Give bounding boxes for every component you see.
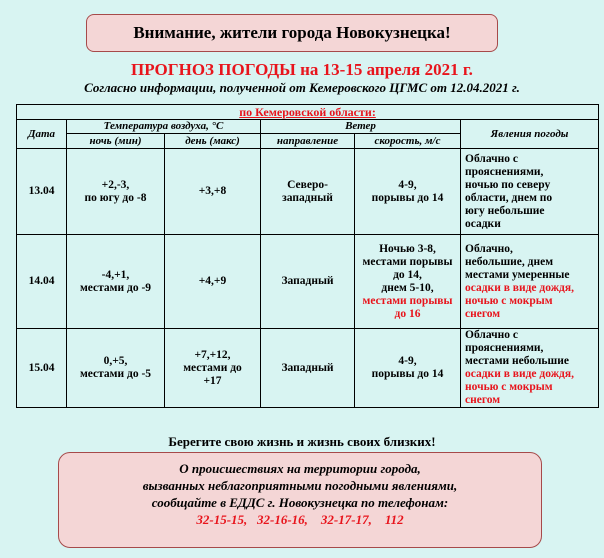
table-row xyxy=(17,149,599,235)
cell-phenomena-line: местами умеренные xyxy=(465,268,570,281)
forecast-subtitle: Согласно информации, полученной от Кемеровского ЦГМС от 12.04.2021 г. xyxy=(84,80,520,95)
cell-phenomena-line: осадки в виде дождя, xyxy=(465,281,574,294)
header-night: ночь (мин) xyxy=(67,134,165,149)
cell-phenomena-line: ночью с мокрым xyxy=(465,294,553,307)
cell-phenomena-line: снегом xyxy=(465,307,501,320)
cell-speed-line: местами порывы xyxy=(362,255,453,268)
cell-night xyxy=(67,149,165,235)
cell-direction-line: Северо- xyxy=(287,178,328,191)
cell-speed xyxy=(355,149,461,235)
cell-date: 15.04 xyxy=(17,329,67,408)
forecast-title: ПРОГНОЗ ПОГОДЫ на 13-15 апреля 2021 г. xyxy=(131,60,473,79)
cell-phenomena-line: осадки xyxy=(465,217,501,230)
header-day: день (макс) xyxy=(165,134,261,149)
cell-night-line: 0,+5, xyxy=(103,355,128,367)
cell-direction-line: западный xyxy=(282,191,333,204)
cell-speed-line: порывы до 14 xyxy=(371,368,444,380)
contact-line-1: О происшествиях на территории города, xyxy=(179,461,421,476)
cell-speed-line: 4-9, xyxy=(398,178,417,191)
warning-text: Берегите свою жизнь и жизнь своих близких! xyxy=(168,434,436,449)
header-direction: направление xyxy=(261,134,355,149)
cell-phenomena-line: ночью с мокрым xyxy=(465,381,553,393)
cell-phenomena-line: местами небольшие xyxy=(465,355,569,367)
cell-night-line: местами до -9 xyxy=(79,281,152,294)
cell-direction-line: Западный xyxy=(281,361,334,374)
cell-phenomena-line: небольшие, днем xyxy=(465,255,554,268)
cell-speed-line: 4-9, xyxy=(398,355,417,367)
contact-line-2: вызванных неблагоприятными погодными явлениями, xyxy=(142,478,458,493)
table-row xyxy=(17,329,599,408)
cell-day-line: +4,+9 xyxy=(198,275,227,287)
cell-night xyxy=(67,329,165,408)
cell-night-line: +2,-3, xyxy=(101,178,130,191)
cell-speed-line: до 16 xyxy=(394,307,421,320)
cell-day xyxy=(165,149,261,235)
header-date: Дата xyxy=(17,120,67,149)
cell-day-line: +17 xyxy=(203,374,222,387)
cell-phenomena-line: Облачно с xyxy=(465,329,518,341)
cell-phenomena-line: осадки в виде дождя, xyxy=(465,368,574,380)
cell-phenomena-line: прояснениями, xyxy=(465,342,544,354)
header-temperature: Температура воздуха, °С xyxy=(67,120,261,134)
cell-speed-line: днем 5-10, xyxy=(381,281,434,294)
cell-phenomena-line: ночью по северу xyxy=(465,178,551,191)
phone-numbers: 32-15-15, 32-16-16, 32-17-17, 112 xyxy=(196,512,404,527)
cell-phenomena xyxy=(461,149,599,235)
cell-speed xyxy=(355,329,461,408)
cell-night-line: -4,+1, xyxy=(101,268,130,281)
cell-phenomena-line: югу небольшие xyxy=(465,204,545,217)
header-speed: скорость, м/с xyxy=(355,134,461,149)
cell-phenomena-line: области, днем по xyxy=(465,191,553,204)
cell-speed-line: Ночью 3-8, xyxy=(379,242,436,255)
forecast-rows xyxy=(17,149,599,408)
table-row xyxy=(17,235,599,329)
cell-direction xyxy=(261,329,355,408)
cell-night-line: местами до -5 xyxy=(79,368,152,380)
cell-day-line: +7,+12, xyxy=(194,348,231,361)
cell-day xyxy=(165,329,261,408)
cell-speed-line: порывы до 14 xyxy=(371,191,444,204)
cell-speed-line: до 14, xyxy=(393,268,422,281)
header-wind: Ветер xyxy=(261,120,461,134)
top-banner: Внимание, жители города Новокузнецка! xyxy=(86,14,498,52)
cell-direction xyxy=(261,149,355,235)
cell-phenomena-line: снегом xyxy=(465,394,501,406)
cell-day xyxy=(165,235,261,329)
cell-direction-line: Западный xyxy=(281,275,334,287)
contact-line-3: сообщайте в ЕДДС г. Новокузнецка по телефонам: xyxy=(151,495,449,510)
contact-banner xyxy=(58,452,542,548)
cell-speed xyxy=(355,235,461,329)
cell-day-line: +3,+8 xyxy=(198,185,227,197)
cell-phenomena-line: Облачно с xyxy=(465,152,518,165)
region-label: по Кемеровской области: xyxy=(17,105,599,120)
cell-phenomena-line: прояснениями, xyxy=(465,165,544,178)
cell-night-line: по югу до -8 xyxy=(84,191,147,204)
forecast-table xyxy=(16,104,599,408)
cell-phenomena xyxy=(461,235,599,329)
cell-date: 14.04 xyxy=(17,235,67,329)
header-phenomena: Явления погоды xyxy=(461,120,599,149)
cell-night xyxy=(67,235,165,329)
cell-day-line: местами до xyxy=(183,361,242,374)
cell-phenomena xyxy=(461,329,599,408)
cell-speed-line: местами порывы xyxy=(362,294,453,307)
cell-direction xyxy=(261,235,355,329)
cell-phenomena-line: Облачно, xyxy=(465,242,513,255)
cell-date: 13.04 xyxy=(17,149,67,235)
